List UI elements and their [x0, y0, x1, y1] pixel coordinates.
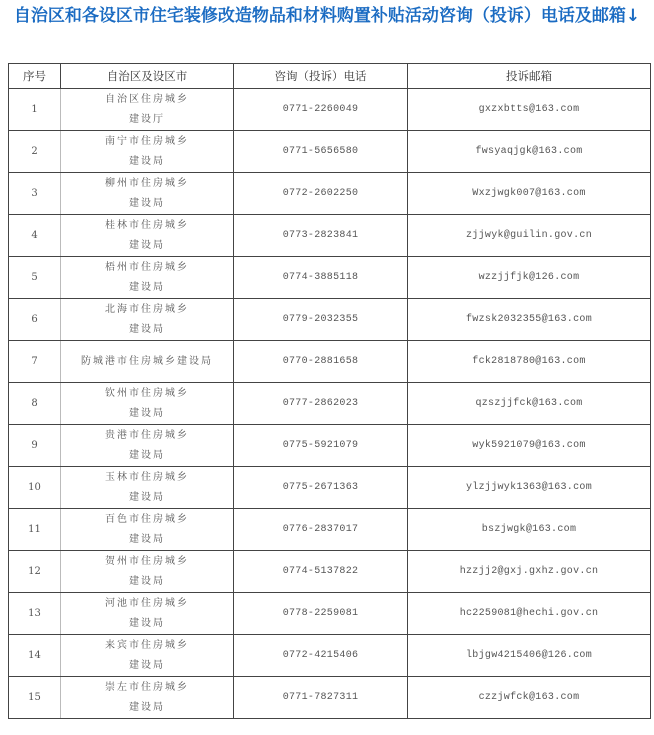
row-region: 贵港市住房城乡 建设局	[61, 425, 234, 467]
row-email: fck2818780@163.com	[408, 341, 651, 383]
row-region: 南宁市住房城乡 建设局	[61, 131, 234, 173]
row-email: fwsyaqjgk@163.com	[408, 131, 651, 173]
row-seq: 3	[9, 173, 61, 215]
row-region: 河池市住房城乡 建设局	[61, 593, 234, 635]
row-seq: 6	[9, 299, 61, 341]
row-email: hzzjj2@gxj.gxhz.gov.cn	[408, 551, 651, 593]
row-email: wyk5921079@163.com	[408, 425, 651, 467]
row-email: gxzxbtts@163.com	[408, 89, 651, 131]
row-phone: 0775-2671363	[234, 467, 408, 509]
row-phone: 0771-2260049	[234, 89, 408, 131]
table-row	[9, 341, 651, 383]
row-email: ylzjjwyk1363@163.com	[408, 467, 651, 509]
header-seq: 序号	[9, 64, 61, 89]
row-region: 玉林市住房城乡 建设局	[61, 467, 234, 509]
row-seq: 1	[9, 89, 61, 131]
row-region: 百色市住房城乡 建设局	[61, 509, 234, 551]
row-seq: 11	[9, 509, 61, 551]
header-email: 投诉邮箱	[408, 64, 651, 89]
row-region: 北海市住房城乡 建设局	[61, 299, 234, 341]
row-seq: 13	[9, 593, 61, 635]
table-header-row	[9, 64, 651, 89]
row-region: 防城港市住房城乡建设局	[61, 341, 234, 383]
row-email: fwzsk2032355@163.com	[408, 299, 651, 341]
table-row	[9, 635, 651, 677]
row-email: lbjgw4215406@126.com	[408, 635, 651, 677]
row-seq: 14	[9, 635, 61, 677]
row-region: 桂林市住房城乡 建设局	[61, 215, 234, 257]
row-seq: 12	[9, 551, 61, 593]
row-phone: 0771-7827311	[234, 677, 408, 719]
row-seq: 5	[9, 257, 61, 299]
table-row	[9, 509, 651, 551]
row-seq: 8	[9, 383, 61, 425]
row-email: wzzjjfjk@126.com	[408, 257, 651, 299]
row-email: qzszjjfck@163.com	[408, 383, 651, 425]
page-title: 自治区和各设区市住宅装修改造物品和材料购置补贴活动咨询（投诉）电话及邮箱↓	[13, 6, 641, 26]
row-phone: 0770-2881658	[234, 341, 408, 383]
row-seq: 2	[9, 131, 61, 173]
row-region: 柳州市住房城乡 建设局	[61, 173, 234, 215]
row-phone: 0778-2259081	[234, 593, 408, 635]
row-region: 来宾市住房城乡 建设局	[61, 635, 234, 677]
table-row	[9, 131, 651, 173]
row-seq: 4	[9, 215, 61, 257]
row-seq: 7	[9, 341, 61, 383]
row-phone: 0772-4215406	[234, 635, 408, 677]
row-region: 梧州市住房城乡 建设局	[61, 257, 234, 299]
row-phone: 0775-5921079	[234, 425, 408, 467]
row-email: bszjwgk@163.com	[408, 509, 651, 551]
table-row	[9, 89, 651, 131]
row-seq: 15	[9, 677, 61, 719]
row-email: zjjwyk@guilin.gov.cn	[408, 215, 651, 257]
row-region: 自治区住房城乡 建设厅	[61, 89, 234, 131]
header-region: 自治区及设区市	[61, 64, 234, 89]
row-region: 崇左市住房城乡 建设局	[61, 677, 234, 719]
table-row	[9, 215, 651, 257]
header-phone: 咨询（投诉）电话	[234, 64, 408, 89]
row-phone: 0771-5656580	[234, 131, 408, 173]
row-seq: 9	[9, 425, 61, 467]
row-phone: 0774-5137822	[234, 551, 408, 593]
table-row	[9, 425, 651, 467]
row-phone: 0773-2823841	[234, 215, 408, 257]
row-seq: 10	[9, 467, 61, 509]
table-row	[9, 299, 651, 341]
table-row	[9, 677, 651, 719]
table-row	[9, 257, 651, 299]
row-phone: 0774-3885118	[234, 257, 408, 299]
table-row	[9, 551, 651, 593]
row-email: Wxzjwgk007@163.com	[408, 173, 651, 215]
row-email: czzjwfck@163.com	[408, 677, 651, 719]
table-row	[9, 467, 651, 509]
row-phone: 0777-2862023	[234, 383, 408, 425]
row-region: 贺州市住房城乡 建设局	[61, 551, 234, 593]
table-row	[9, 383, 651, 425]
contact-table	[8, 63, 651, 719]
table-row	[9, 593, 651, 635]
row-phone: 0779-2032355	[234, 299, 408, 341]
row-phone: 0776-2837017	[234, 509, 408, 551]
row-phone: 0772-2602250	[234, 173, 408, 215]
table-row	[9, 173, 651, 215]
row-email: hc2259081@hechi.gov.cn	[408, 593, 651, 635]
row-region: 钦州市住房城乡 建设局	[61, 383, 234, 425]
